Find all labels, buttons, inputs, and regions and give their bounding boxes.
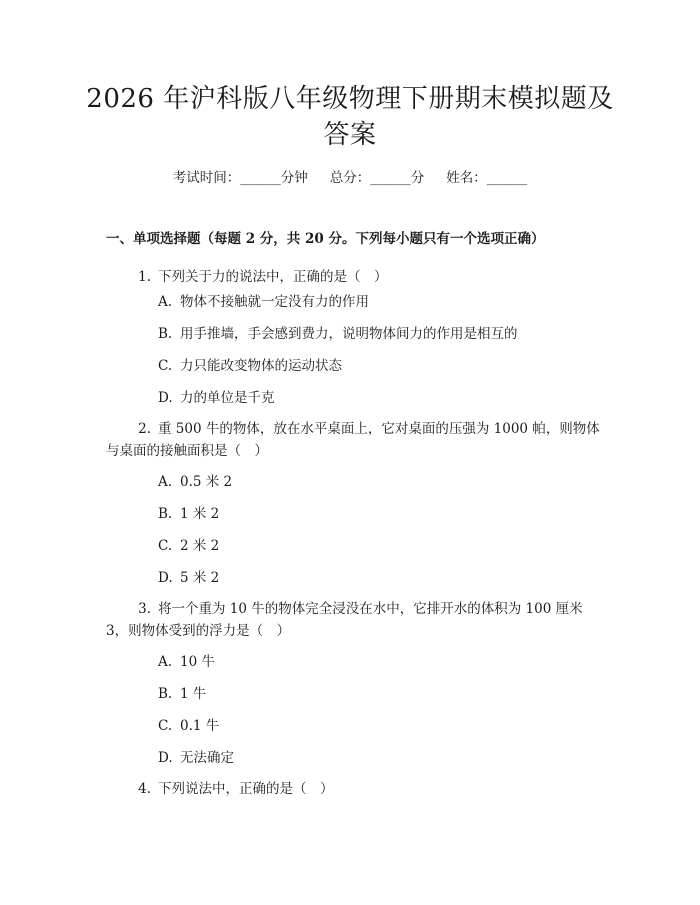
question-2-option-d <box>158 568 219 588</box>
option-letter: B. <box>158 506 173 522</box>
option-letter: A. <box>158 294 173 310</box>
option-text: 0.1 牛 <box>180 718 220 734</box>
option-text: 1 米 2 <box>180 506 220 522</box>
question-2-option-a <box>158 472 232 492</box>
question-1-option-b <box>158 324 518 344</box>
question-3-option-c <box>158 716 219 736</box>
exam-title-line-1: 2026 年沪科版八年级物理下册期末模拟题及 <box>86 84 614 114</box>
option-text: 10 牛 <box>180 654 215 670</box>
option-text: 无法确定 <box>180 750 234 766</box>
option-text: 2 米 2 <box>180 538 220 554</box>
question-text: 下列说法中，正确的是（ ） <box>158 781 334 797</box>
option-letter: A. <box>158 474 173 490</box>
option-text: 力只能改变物体的运动状态 <box>180 358 342 374</box>
exam-meta-info <box>0 168 700 188</box>
question-3-option-d <box>158 748 234 768</box>
question-number: 2. <box>138 421 151 437</box>
option-letter: D. <box>158 390 173 406</box>
option-text: 力的单位是千克 <box>180 390 275 406</box>
question-3-option-b <box>158 684 206 704</box>
section-heading-single-choice: 一、单项选择题（每题 2 分，共 20 分。下列每小题只有一个选项正确） <box>106 231 545 247</box>
question-1 <box>106 266 606 288</box>
question-3-option-a <box>158 652 215 672</box>
option-letter: A. <box>158 654 173 670</box>
question-1-option-a <box>158 292 369 312</box>
option-text: 1 牛 <box>180 686 207 702</box>
student-name-field: 姓名：______ <box>446 170 528 186</box>
exam-time-field: 考试时间：______分钟 <box>172 170 308 186</box>
question-1-option-d <box>158 388 275 408</box>
question-2-option-b <box>158 504 219 524</box>
option-letter: C. <box>158 718 173 734</box>
total-score-field: 总分：______分 <box>329 170 425 186</box>
option-text: 物体不接触就一定没有力的作用 <box>180 294 369 310</box>
option-letter: C. <box>158 538 173 554</box>
question-text: 下列关于力的说法中，正确的是（ ） <box>158 269 388 285</box>
question-1-option-c <box>158 356 342 376</box>
option-text: 用手推墙，手会感到费力，说明物体间力的作用是相互的 <box>180 326 518 342</box>
question-number: 1. <box>138 269 151 285</box>
option-letter: D. <box>158 750 173 766</box>
question-2-option-c <box>158 536 219 556</box>
exam-title-line-2: 答案 <box>323 120 377 150</box>
question-text: 将一个重为 10 牛的物体完全浸没在水中，它排开水的体积为 100 厘米 3，则物体受到的浮力是（ ） <box>106 601 583 639</box>
option-letter: C. <box>158 358 173 374</box>
option-text: 5 米 2 <box>180 570 220 586</box>
question-4 <box>106 778 606 800</box>
option-letter: D. <box>158 570 173 586</box>
option-letter: B. <box>158 326 173 342</box>
question-text: 重 500 牛的物体，放在水平桌面上，它对桌面的压强为 1000 帕，则物体与桌面的接触面积是（ ） <box>106 421 600 459</box>
question-2 <box>106 418 606 462</box>
question-number: 3. <box>138 601 151 617</box>
option-letter: B. <box>158 686 173 702</box>
question-3 <box>106 598 606 642</box>
option-text: 0.5 米 2 <box>180 474 233 490</box>
question-number: 4. <box>138 781 151 797</box>
